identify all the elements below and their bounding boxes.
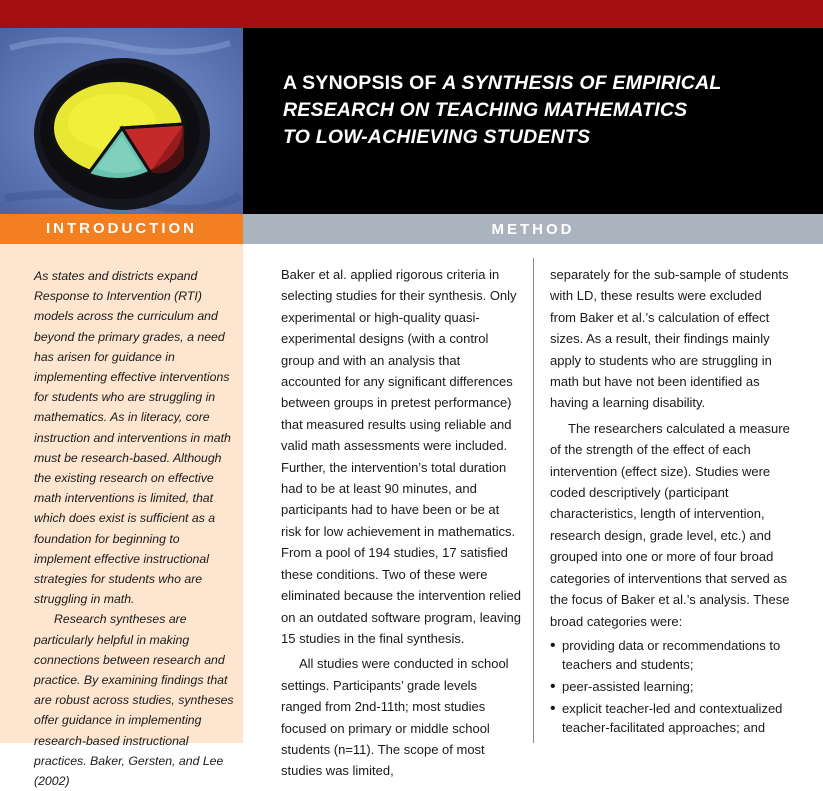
- list-item: • providing data or recommendations to teachers and students;: [550, 636, 790, 674]
- method-paragraph: The researchers calculated a measure of the strength of the effect of each intervention (effect size). Studies were coded descriptively (participant characteristics, length of intervention, research design, grade level, etc.) and grouped into one or more of four broad categories of interventions that served as the focus of Baker et al.’s analysis. These broad categories were:: [550, 420, 790, 629]
- title-line2: RESEARCH ON TEACHING MATHEMATICS: [283, 99, 688, 121]
- title-line1-italic: A SYNTHESIS OF EMPIRICAL: [442, 72, 722, 94]
- method-column-1: [281, 264, 521, 782]
- column-divider: [533, 258, 534, 743]
- method-paragraph: separately for the sub-sample of students with LD, these results were excluded from Baker et al.’s calculation of effect sizes. As a result, their findings mainly apply to students who are struggling in math but have not been identified as having a learning disability.: [550, 267, 789, 411]
- category-list: [550, 636, 790, 737]
- introduction-heading: INTRODUCTION: [0, 214, 243, 244]
- pie-chart-painting-icon: [0, 28, 243, 214]
- list-item: • explicit teacher-led and contextualized teacher-facilitated approaches; and: [550, 699, 790, 737]
- title-line3: TO LOW-ACHIEVING STUDENTS: [283, 126, 591, 148]
- introduction-panel: [0, 244, 243, 789]
- method-heading: METHOD: [243, 214, 823, 244]
- list-item: • peer-assisted learning;: [550, 677, 790, 696]
- method-paragraph: Baker et al. applied rigorous criteria in selecting studies for their synthesis. Only experimental or high-quality quasi-experimental designs (with a control group and with an analysis that accounted for any significant differences between groups in pretest performance) that measured results using reliable and valid math assessments were included. Further, the intervention’s total duration had to be at least 90 minutes, and participants had to have been or be at risk for low achievement in mathematics. From a pool of 194 studies, 17 satisfied these conditions. Two of these were eliminated because the intervention relied on an outdated software program, leaving 15 studies in the final synthesis.: [281, 267, 521, 646]
- page-title: [283, 70, 803, 151]
- method-column-2: [550, 264, 790, 740]
- title-block: [243, 28, 823, 214]
- method-paragraph: All studies were conducted in school settings. Participants’ grade levels ranged from 2nd-11th; most studies focused on primary or middle school students (n=11). The scope of most studies was limited,: [281, 656, 509, 779]
- introduction-text: [34, 266, 234, 791]
- intro-paragraph: As states and districts expand Response to Intervention (RTI) models across the curriculum and beyond the primary grades, a need has arisen for guidance in implementing effective interventions for students who are struggling in mathematics. As in literacy, core instruction and interventions in math must be research-based. Although the existing research on effective math interventions is limited, that which does exist is sufficient as a foundation for beginning to implement effective instructional strategies for students who are struggling in math.: [34, 269, 231, 607]
- intro-paragraph: Research syntheses are particularly helpful in making connections between research and practice. By examining findings that are robust across studies, syntheses offer guidance in implementing research-based instructional practices. Baker, Gersten, and Lee (2002): [34, 612, 234, 789]
- top-accent-bar: [0, 0, 823, 28]
- title-line1-plain: A SYNOPSIS OF: [283, 72, 443, 94]
